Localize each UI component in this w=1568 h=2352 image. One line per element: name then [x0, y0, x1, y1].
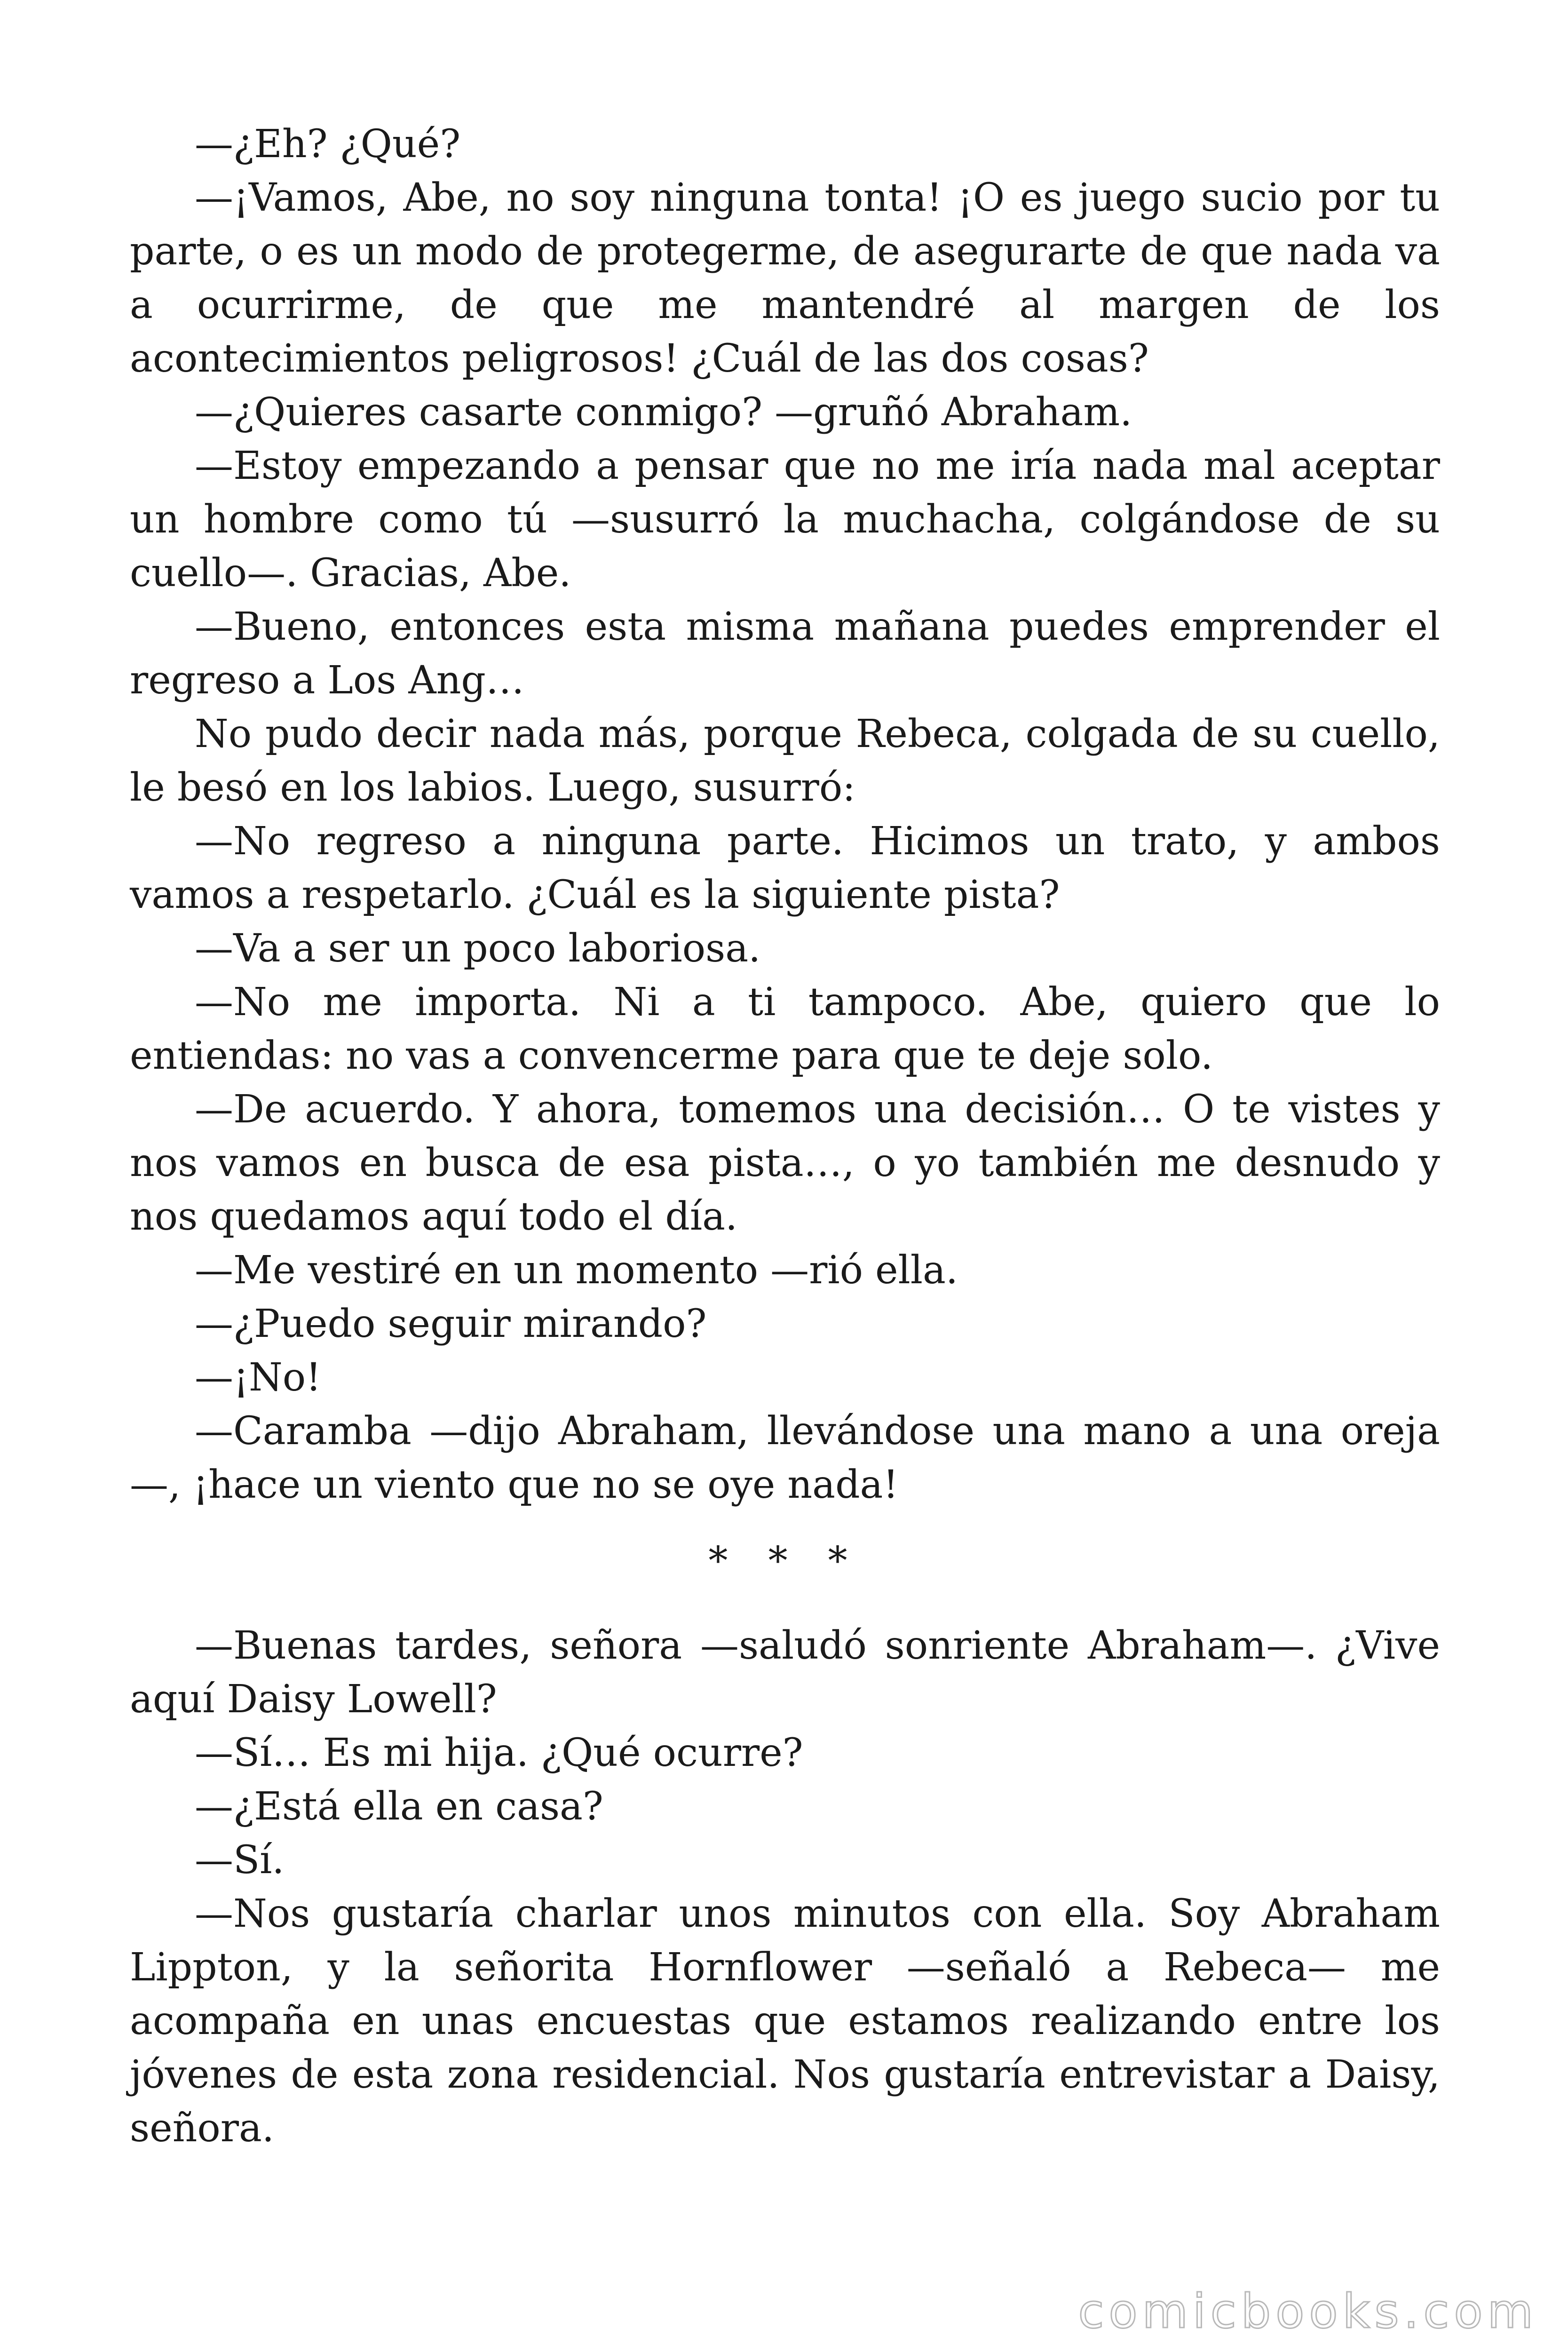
scene-separator: * * * — [708, 1539, 862, 1583]
paragraph: No pudo decir nada más, porque Rebeca, colgada de su cuello, le besó en los labios. Luego, susurró: — [130, 712, 1440, 810]
paragraph: —Estoy empezando a pensar que no me iría nada mal aceptar un hombre como tú —susurró la muchacha, colgándose de su cuello—. Gracias, Abe. — [130, 444, 1440, 596]
paragraph: —¡Vamos, Abe, no soy ninguna tonta! ¡O es juego sucio por tu parte, o es un modo de protegerme, de asegurarte de que nada va a ocurrirme, de que me mantendré al margen de los acontecimientos peligrosos! ¿Cuál de las dos cosas? — [130, 175, 1440, 381]
paragraph: —Buenas tardes, señora —saludó sonriente Abraham—. ¿Vive aquí Daisy Lowell? — [130, 1623, 1440, 1722]
book-page — [130, 118, 1440, 2155]
paragraph: —¿Puedo seguir mirando? — [195, 1302, 707, 1346]
paragraph: —Va a ser un poco laboriosa. — [195, 926, 761, 971]
paragraph: —Caramba —dijo Abraham, llevándose una mano a una oreja—, ¡hace un viento que no se oye nada! — [130, 1409, 1440, 1507]
paragraph: —Nos gustaría charlar unos minutos con ella. Soy Abraham Lippton, y la señorita Hornflower —señaló a Rebeca— me acompaña en unas encuestas que estamos realizando entre los jóvenes de esta zona residencial. Nos gustaría entrevistar a Daisy, señora. — [130, 1891, 1440, 2151]
paragraph: —Bueno, entonces esta misma mañana puedes emprender el regreso a Los Ang… — [130, 604, 1440, 703]
paragraph: —Me vestiré en un momento —rió ella. — [195, 1248, 958, 1293]
paragraph: —De acuerdo. Y ahora, tomemos una decisión… O te vistes y nos vamos en busca de esa pista…, o yo también me desnudo y nos quedamos aquí todo el día. — [130, 1087, 1440, 1239]
paragraph: —No me importa. Ni a ti tampoco. Abe, quiero que lo entiendas: no vas a convencerme para que te deje solo. — [130, 980, 1440, 1078]
paragraph: —¿Eh? ¿Qué? — [195, 122, 461, 167]
paragraph: —Sí. — [195, 1838, 285, 1883]
paragraph: —¡No! — [195, 1355, 322, 1400]
paragraph: —No regreso a ninguna parte. Hicimos un trato, y ambos vamos a respetarlo. ¿Cuál es la siguiente pista? — [130, 819, 1440, 917]
watermark: comicbooks.com — [1078, 2284, 1538, 2339]
paragraph: —¿Quieres casarte conmigo? —gruñó Abraham. — [195, 390, 1132, 435]
paragraph: —¿Está ella en casa? — [195, 1784, 603, 1829]
paragraph: —Sí… Es mi hija. ¿Qué ocurre? — [195, 1731, 803, 1775]
